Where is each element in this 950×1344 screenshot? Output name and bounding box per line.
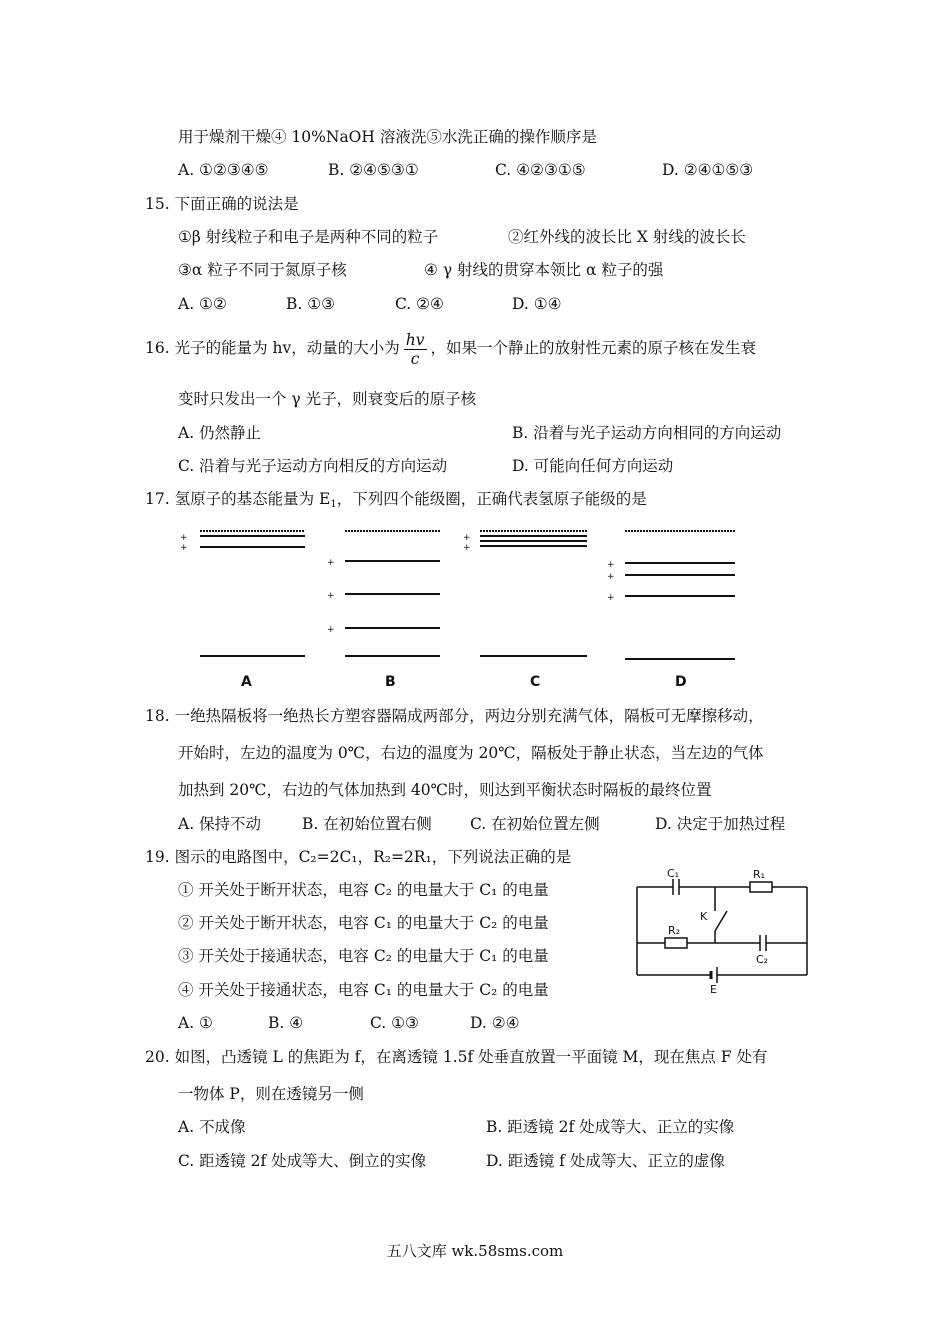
- label-r2: R₂: [668, 924, 681, 937]
- q19-stem: 19. 图示的电路图中，C₂=2C₁，R₂=2R₁，下列说法正确的是: [145, 848, 572, 866]
- svg-text:+: +: [463, 543, 471, 553]
- q15-statement-1: ①β 射线粒子和电子是两种不同的粒子: [178, 228, 439, 246]
- diagram-c-lines: [480, 531, 587, 656]
- q16-option-a: A. 仍然静止: [178, 424, 262, 442]
- q17-stem: [145, 489, 647, 515]
- fraction-numerator: hv: [405, 330, 425, 349]
- q17-stem-pre: 17. 氢原子的基态能量为 E: [145, 490, 331, 508]
- diagram-b-lines: [345, 531, 440, 656]
- svg-text:+: +: [607, 572, 615, 582]
- q19-statement-3: ③ 开关处于接通状态，电容 C₂ 的电量大于 C₁ 的电量: [178, 947, 549, 965]
- q20-option-c: C. 距透镜 2f 处成等大、倒立的实像: [178, 1152, 427, 1170]
- momentum-fraction: [404, 331, 427, 368]
- label-e: E: [710, 983, 717, 996]
- q20-line-2: 一物体 P，则在透镜另一侧: [178, 1085, 364, 1103]
- q15-option-d: D. ①④: [512, 295, 562, 313]
- q17-stem-sub: 1: [330, 499, 337, 510]
- label-c1: C₁: [667, 867, 680, 880]
- q19-option-d: D. ②④: [470, 1014, 520, 1032]
- q16-option-c: C. 沿着与光子运动方向相反的方向运动: [178, 457, 448, 475]
- q20-option-a: A. 不成像: [178, 1118, 246, 1136]
- q18-option-a: A. 保持不动: [178, 815, 262, 833]
- circuit-diagram: [625, 865, 815, 1000]
- q15-option-a: A. ①②: [178, 295, 227, 313]
- q16-option-b: B. 沿着与光子运动方向相同的方向运动: [512, 424, 782, 442]
- q16-option-d: D. 可能向任何方向运动: [512, 457, 674, 475]
- svg-text:+: +: [180, 533, 188, 543]
- q19-statement-1: ① 开关处于断开状态，电容 C₂ 的电量大于 C₁ 的电量: [178, 881, 549, 899]
- q18-option-c: C. 在初始位置左侧: [470, 815, 600, 833]
- svg-text:+: +: [327, 591, 335, 601]
- q18-line-3: 加热到 20℃，右边的气体加热到 40℃时，则达到平衡状态时隔板的最终位置: [178, 781, 712, 799]
- q15-statement-2: ②红外线的波长比 X 射线的波长长: [508, 228, 746, 246]
- q20-line-1: 20. 如图，凸透镜 L 的焦距为 f，在离透镜 1.5f 处垂直放置一平面镜 M，现在焦点 F 处有: [145, 1048, 768, 1066]
- q16-stem-pre: 16. 光子的能量为 hv，动量的大小为: [145, 339, 400, 357]
- q14-option-b: B. ②④⑤③①: [328, 161, 419, 179]
- page-footer: 五八文库 wk.58sms.com: [386, 1242, 564, 1260]
- q16-stem-post: ，如果一个静止的放射性元素的原子核在发生衰: [430, 339, 757, 357]
- label-r1: R₁: [753, 868, 766, 881]
- q14-continuation: 用于燥剂干燥④ 10%NaOH 溶液洗⑤水洗正确的操作顺序是: [178, 128, 597, 146]
- svg-text:+: +: [607, 593, 615, 603]
- q15-stem: 15. 下面正确的说法是: [145, 195, 299, 213]
- q19-statement-4: ④ 开关处于接通状态，电容 C₁ 的电量大于 C₂ 的电量: [178, 981, 549, 999]
- q18-line-1: 18. 一绝热隔板将一绝热长方塑容器隔成两部分，两边分别充满气体，隔板可无摩擦移动，: [145, 707, 764, 725]
- q18-line-2: 开始时，左边的温度为 0℃，右边的温度为 20℃，隔板处于静止状态，当左边的气体: [178, 744, 764, 762]
- q15-option-c: C. ②④: [395, 295, 444, 313]
- diagram-d-lines: [625, 531, 735, 659]
- diagram-a-lines: [200, 531, 305, 656]
- q19-statement-2: ② 开关处于断开状态，电容 C₁ 的电量大于 C₂ 的电量: [178, 914, 549, 932]
- diagram-label-a: A: [241, 674, 252, 690]
- svg-text:+: +: [463, 533, 471, 543]
- diagram-label-b: B: [385, 674, 396, 690]
- q19-option-a: A. ①: [178, 1014, 213, 1032]
- svg-text:+: +: [607, 560, 615, 570]
- q15-option-b: B. ①③: [286, 295, 336, 313]
- energy-level-diagrams: [175, 520, 745, 695]
- fraction-denominator: c: [410, 349, 420, 368]
- q18-option-b: B. 在初始位置右侧: [302, 815, 432, 833]
- q20-option-b: B. 距透镜 2f 处成等大、正立的实像: [486, 1118, 735, 1136]
- svg-text:+: +: [180, 543, 188, 553]
- q17-stem-post: ，下列四个能级圈，正确代表氢原子能级的是: [336, 490, 647, 508]
- svg-text:+: +: [327, 625, 335, 635]
- q14-option-d: D. ②④①⑤③: [662, 161, 754, 179]
- label-k: K: [700, 910, 708, 923]
- q15-statement-3: ③α 粒子不同于氮原子核: [178, 261, 347, 279]
- q20-option-d: D. 距透镜 f 处成等大、正立的虚像: [486, 1152, 725, 1170]
- diagram-label-d: D: [675, 674, 687, 690]
- q16-stem: [145, 328, 756, 368]
- diagram-label-c: C: [530, 674, 541, 690]
- q19-option-c: C. ①③: [370, 1014, 419, 1032]
- q14-option-a: A. ①②③④⑤: [178, 161, 269, 179]
- q16-stem-2: 变时只发出一个 γ 光子，则衰变后的原子核: [178, 390, 477, 408]
- svg-text:+: +: [327, 558, 335, 568]
- q18-option-d: D. 决定于加热过程: [655, 815, 786, 833]
- q19-option-b: B. ④: [268, 1014, 304, 1032]
- q15-statement-4: ④ γ 射线的贯穿本领比 α 粒子的强: [424, 261, 664, 279]
- label-c2: C₂: [756, 953, 769, 966]
- q14-option-c: C. ④②③①⑤: [495, 161, 586, 179]
